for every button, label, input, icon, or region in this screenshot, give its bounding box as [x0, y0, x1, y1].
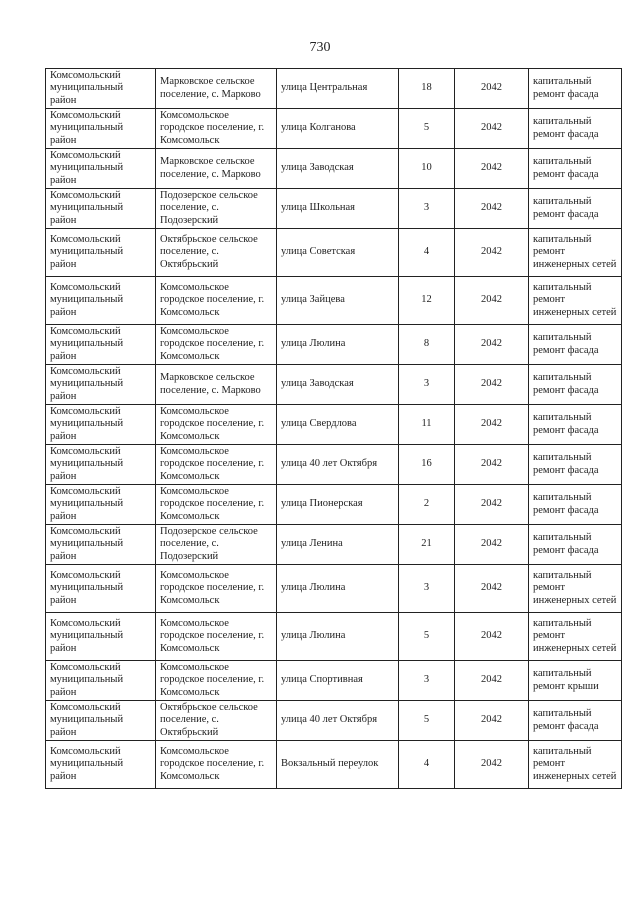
street-cell: улица Спортивная	[277, 661, 399, 701]
table-row	[46, 485, 622, 525]
work-type-cell: капитальный ремонт фасада	[529, 69, 622, 109]
settlement-cell: Марковское сельское поселение, с. Марково	[156, 365, 277, 405]
settlement-cell: Марковское сельское поселение, с. Марково	[156, 69, 277, 109]
year-cell: 2042	[455, 741, 529, 789]
table-row	[46, 277, 622, 325]
district-cell: Комсомольский муниципальный район	[46, 525, 156, 565]
district-cell: Комсомольский муниципальный район	[46, 365, 156, 405]
work-type-cell: капитальный ремонт фасада	[529, 109, 622, 149]
house-number-cell: 21	[399, 525, 455, 565]
street-cell: улица Люлина	[277, 613, 399, 661]
table-row	[46, 109, 622, 149]
settlement-cell: Комсомольское городское поселение, г. Комсомольск	[156, 741, 277, 789]
street-cell: улица Советская	[277, 229, 399, 277]
work-type-cell: капитальный ремонт фасада	[529, 325, 622, 365]
house-number-cell: 5	[399, 701, 455, 741]
work-type-cell: капитальный ремонт инженерных сетей	[529, 565, 622, 613]
work-type-cell: капитальный ремонт фасада	[529, 149, 622, 189]
house-number-cell: 3	[399, 661, 455, 701]
year-cell: 2042	[455, 613, 529, 661]
street-cell: улица 40 лет Октября	[277, 701, 399, 741]
table-row	[46, 525, 622, 565]
work-type-cell: капитальный ремонт фасада	[529, 445, 622, 485]
house-number-cell: 8	[399, 325, 455, 365]
work-type-cell: капитальный ремонт фасада	[529, 405, 622, 445]
street-cell: улица Школьная	[277, 189, 399, 229]
settlement-cell: Комсомольское городское поселение, г. Комсомольск	[156, 325, 277, 365]
house-number-cell: 12	[399, 277, 455, 325]
table-row	[46, 741, 622, 789]
table-row	[46, 325, 622, 365]
settlement-cell: Подозерское сельское поселение, с. Подозерский	[156, 189, 277, 229]
district-cell: Комсомольский муниципальный район	[46, 277, 156, 325]
street-cell: улица Заводская	[277, 365, 399, 405]
year-cell: 2042	[455, 445, 529, 485]
year-cell: 2042	[455, 325, 529, 365]
district-cell: Комсомольский муниципальный район	[46, 613, 156, 661]
settlement-cell: Комсомольское городское поселение, г. Комсомольск	[156, 485, 277, 525]
district-cell: Комсомольский муниципальный район	[46, 565, 156, 613]
settlement-cell: Комсомольское городское поселение, г. Комсомольск	[156, 405, 277, 445]
street-cell: улица Ленина	[277, 525, 399, 565]
district-cell: Комсомольский муниципальный район	[46, 701, 156, 741]
table-row	[46, 445, 622, 485]
year-cell: 2042	[455, 69, 529, 109]
settlement-cell: Комсомольское городское поселение, г. Комсомольск	[156, 277, 277, 325]
settlement-cell: Комсомольское городское поселение, г. Комсомольск	[156, 109, 277, 149]
year-cell: 2042	[455, 701, 529, 741]
settlement-cell: Комсомольское городское поселение, г. Комсомольск	[156, 565, 277, 613]
table-row	[46, 189, 622, 229]
year-cell: 2042	[455, 405, 529, 445]
district-cell: Комсомольский муниципальный район	[46, 189, 156, 229]
district-cell: Комсомольский муниципальный район	[46, 69, 156, 109]
street-cell: улица Свердлова	[277, 405, 399, 445]
house-number-cell: 3	[399, 565, 455, 613]
year-cell: 2042	[455, 109, 529, 149]
district-cell: Комсомольский муниципальный район	[46, 109, 156, 149]
work-type-cell: капитальный ремонт инженерных сетей	[529, 229, 622, 277]
year-cell: 2042	[455, 565, 529, 613]
work-type-cell: капитальный ремонт фасада	[529, 189, 622, 229]
house-number-cell: 16	[399, 445, 455, 485]
year-cell: 2042	[455, 229, 529, 277]
district-cell: Комсомольский муниципальный район	[46, 741, 156, 789]
work-type-cell: капитальный ремонт фасада	[529, 525, 622, 565]
year-cell: 2042	[455, 149, 529, 189]
house-number-cell: 11	[399, 405, 455, 445]
page-number: 730	[309, 40, 331, 55]
table-row	[46, 365, 622, 405]
work-type-cell: капитальный ремонт фасада	[529, 485, 622, 525]
table-row	[46, 613, 622, 661]
work-type-cell: капитальный ремонт инженерных сетей	[529, 613, 622, 661]
district-cell: Комсомольский муниципальный район	[46, 405, 156, 445]
year-cell: 2042	[455, 189, 529, 229]
settlement-cell: Октябрьское сельское поселение, с. Октябрьский	[156, 701, 277, 741]
settlement-cell: Подозерское сельское поселение, с. Подозерский	[156, 525, 277, 565]
table-row	[46, 405, 622, 445]
district-cell: Комсомольский муниципальный район	[46, 229, 156, 277]
settlement-cell: Комсомольское городское поселение, г. Комсомольск	[156, 445, 277, 485]
street-cell: улица Пионерская	[277, 485, 399, 525]
table-row	[46, 565, 622, 613]
house-number-cell: 10	[399, 149, 455, 189]
street-cell: улица Зайцева	[277, 277, 399, 325]
house-number-cell: 4	[399, 229, 455, 277]
year-cell: 2042	[455, 485, 529, 525]
house-number-cell: 2	[399, 485, 455, 525]
repair-schedule-table	[45, 68, 622, 789]
table-row	[46, 149, 622, 189]
work-type-cell: капитальный ремонт инженерных сетей	[529, 741, 622, 789]
house-number-cell: 5	[399, 109, 455, 149]
street-cell: улица Колганова	[277, 109, 399, 149]
work-type-cell: капитальный ремонт фасада	[529, 365, 622, 405]
street-cell: улица Центральная	[277, 69, 399, 109]
house-number-cell: 18	[399, 69, 455, 109]
work-type-cell: капитальный ремонт крыши	[529, 661, 622, 701]
settlement-cell: Комсомольское городское поселение, г. Комсомольск	[156, 661, 277, 701]
street-cell: улица Люлина	[277, 565, 399, 613]
table-row	[46, 229, 622, 277]
work-type-cell: капитальный ремонт инженерных сетей	[529, 277, 622, 325]
table-row	[46, 701, 622, 741]
settlement-cell: Комсомольское городское поселение, г. Комсомольск	[156, 613, 277, 661]
street-cell: улица 40 лет Октября	[277, 445, 399, 485]
house-number-cell: 3	[399, 189, 455, 229]
district-cell: Комсомольский муниципальный район	[46, 149, 156, 189]
settlement-cell: Марковское сельское поселение, с. Марково	[156, 149, 277, 189]
year-cell: 2042	[455, 525, 529, 565]
year-cell: 2042	[455, 277, 529, 325]
table-row	[46, 69, 622, 109]
house-number-cell: 4	[399, 741, 455, 789]
house-number-cell: 5	[399, 613, 455, 661]
house-number-cell: 3	[399, 365, 455, 405]
street-cell: улица Люлина	[277, 325, 399, 365]
district-cell: Комсомольский муниципальный район	[46, 485, 156, 525]
settlement-cell: Октябрьское сельское поселение, с. Октябрьский	[156, 229, 277, 277]
district-cell: Комсомольский муниципальный район	[46, 661, 156, 701]
year-cell: 2042	[455, 661, 529, 701]
district-cell: Комсомольский муниципальный район	[46, 325, 156, 365]
work-type-cell: капитальный ремонт фасада	[529, 701, 622, 741]
street-cell: улица Заводская	[277, 149, 399, 189]
street-cell: Вокзальный переулок	[277, 741, 399, 789]
year-cell: 2042	[455, 365, 529, 405]
district-cell: Комсомольский муниципальный район	[46, 445, 156, 485]
table-row	[46, 661, 622, 701]
